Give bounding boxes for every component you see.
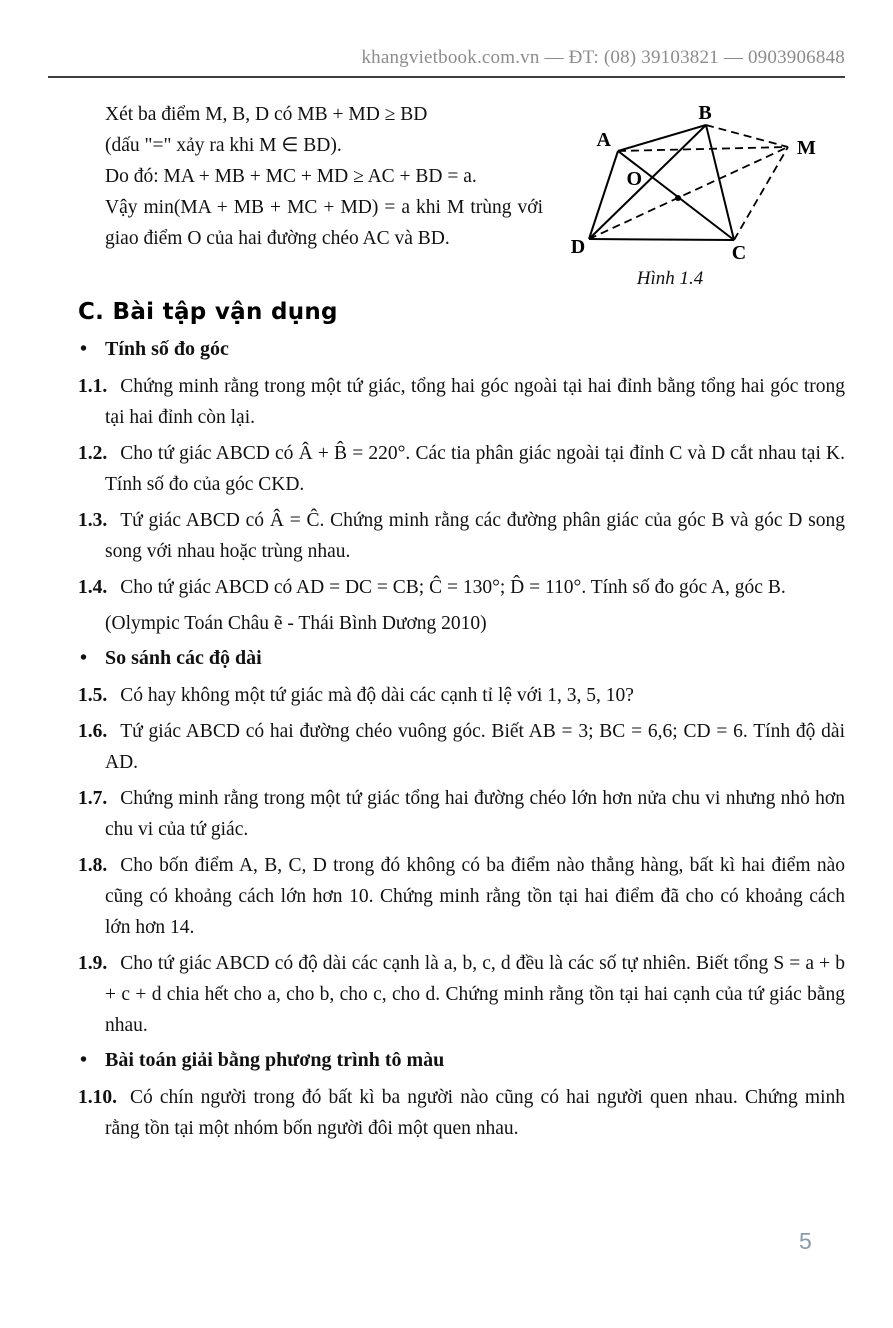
figure-caption: Hình 1.4 (636, 268, 704, 289)
bullet-label: Tính số đo góc (105, 338, 229, 360)
problem-number: 1.4. (78, 577, 108, 598)
label-B: B (698, 102, 712, 124)
bullet-icon: • (80, 338, 88, 360)
segment-AM (618, 147, 788, 151)
bullet-heading-angles (80, 335, 845, 364)
problem-text: Cho bốn điểm A, B, C, D trong đó không có ba điểm nào thẳng hàng, bất kì hai điểm nào cũng có khoảng cách lớn hơn 10. Chứng minh rằng tồn tại hai điểm đã cho có khoảng cách lớn hơn 14. (105, 855, 845, 938)
label-O: O (626, 168, 642, 190)
bullet-heading-lengths (80, 644, 845, 673)
intro-line-3: Do đó: MA + MB + MC + MD ≥ AC + BD = a. (105, 166, 477, 187)
page-number: 5 (799, 1228, 812, 1254)
problem-1-3 (78, 505, 845, 567)
label-A: A (596, 129, 611, 151)
problem-text: Có chín người trong đó bất kì ba người nào cũng có hai người quen nhau. Chứng minh rằng tồn tại một nhóm bốn người đôi một quen nhau. (105, 1087, 845, 1139)
page-header (48, 0, 845, 78)
problem-number: 1.6. (78, 721, 108, 742)
bullet-label: So sánh các độ dài (105, 647, 262, 669)
intro-text (105, 99, 543, 254)
problem-number: 1.2. (78, 443, 108, 464)
segment-DM (589, 147, 788, 239)
problem-text: Tứ giác ABCD có hai đường chéo vuông góc. Biết AB = 3; BC = 6,6; CD = 6. Tính độ dài AD. (105, 721, 845, 773)
label-C: C (731, 242, 747, 264)
intersection-dot (675, 195, 681, 201)
problem-number: 1.10. (78, 1087, 117, 1108)
label-M: M (797, 137, 816, 159)
intro-paragraph: Vậy min(MA + MB + MC + MD) = a khi M trùng với giao điểm O của hai đường chéo AC và BD. (105, 197, 543, 249)
problem-text: Cho tứ giác ABCD có độ dài các cạnh là a, b, c, d đều là các số tự nhiên. Biết tổng S = a + b + c + d chia hết cho a, cho b, cho c, cho d. Chứng minh rằng tồn tại hai cạnh của tứ giác bằng nhau. (105, 953, 845, 1036)
problem-1-4-source-note: (Olympic Toán Châu ẽ - Thái Bình Dương 2010) (105, 613, 487, 634)
section-heading: C. Bài tập vận dụng (78, 299, 338, 325)
problem-number: 1.1. (78, 376, 108, 397)
segment-BM (706, 125, 788, 147)
problem-text: Cho tứ giác ABCD có AD = DC = CB; Ĉ = 130°; D̂ = 110°. Tính số đo góc A, góc B. (120, 577, 786, 598)
problem-1-7 (78, 783, 845, 845)
problem-1-8 (78, 850, 845, 943)
intro-section (0, 99, 893, 287)
problem-1-4 (78, 572, 845, 603)
bullet-heading-coloring (80, 1046, 845, 1075)
problem-number: 1.5. (78, 685, 108, 706)
problem-number: 1.8. (78, 855, 108, 876)
problem-number: 1.7. (78, 788, 108, 809)
problem-text: Tứ giác ABCD có Â = Ĉ. Chứng minh rằng các đường phân giác của góc B và góc D song song với nhau hoặc trùng nhau. (105, 510, 845, 562)
problem-1-9 (78, 948, 845, 1041)
geometry-figure (545, 99, 875, 290)
problem-1-5 (78, 680, 845, 711)
bullet-icon: • (80, 647, 88, 669)
problem-1-2 (78, 438, 845, 500)
edge-CD (589, 239, 734, 240)
problem-number: 1.3. (78, 510, 108, 531)
problem-text: Có hay không một tứ giác mà độ dài các cạnh tỉ lệ với 1, 3, 5, 10? (120, 685, 634, 706)
problem-text: Chứng minh rằng trong một tứ giác tổng hai đường chéo lớn hơn nửa chu vi nhưng nhỏ hơn chu vi của tứ giác. (105, 788, 845, 840)
bullet-label: Bài toán giải bằng phương trình tô màu (105, 1049, 445, 1071)
problem-text: Cho tứ giác ABCD có Â + B̂ = 220°. Các tia phân giác ngoài tại đỉnh C và D cắt nhau tại K. Tính số đo của góc CKD. (105, 443, 845, 495)
problem-1-6 (78, 716, 845, 778)
intro-line-1: Xét ba điểm M, B, D có MB + MD ≥ BD (105, 104, 428, 125)
problem-number: 1.9. (78, 953, 108, 974)
problem-1-1 (78, 371, 845, 433)
bullet-icon: • (80, 1049, 88, 1071)
header-text: khangvietbook.com.vn — ĐT: (08) 39103821 — 0903906848 (361, 47, 845, 68)
label-D: D (570, 236, 586, 258)
intro-line-2: (dấu "=" xảy ra khi M ∈ BD). (105, 135, 342, 156)
problem-text: Chứng minh rằng trong một tứ giác, tổng hai góc ngoài tại hai đỉnh bằng tổng hai góc trong tại hai đỉnh còn lại. (105, 376, 845, 428)
problem-1-10 (78, 1082, 845, 1144)
quadrilateral-diagram (545, 99, 865, 267)
segment-CM (734, 147, 788, 240)
